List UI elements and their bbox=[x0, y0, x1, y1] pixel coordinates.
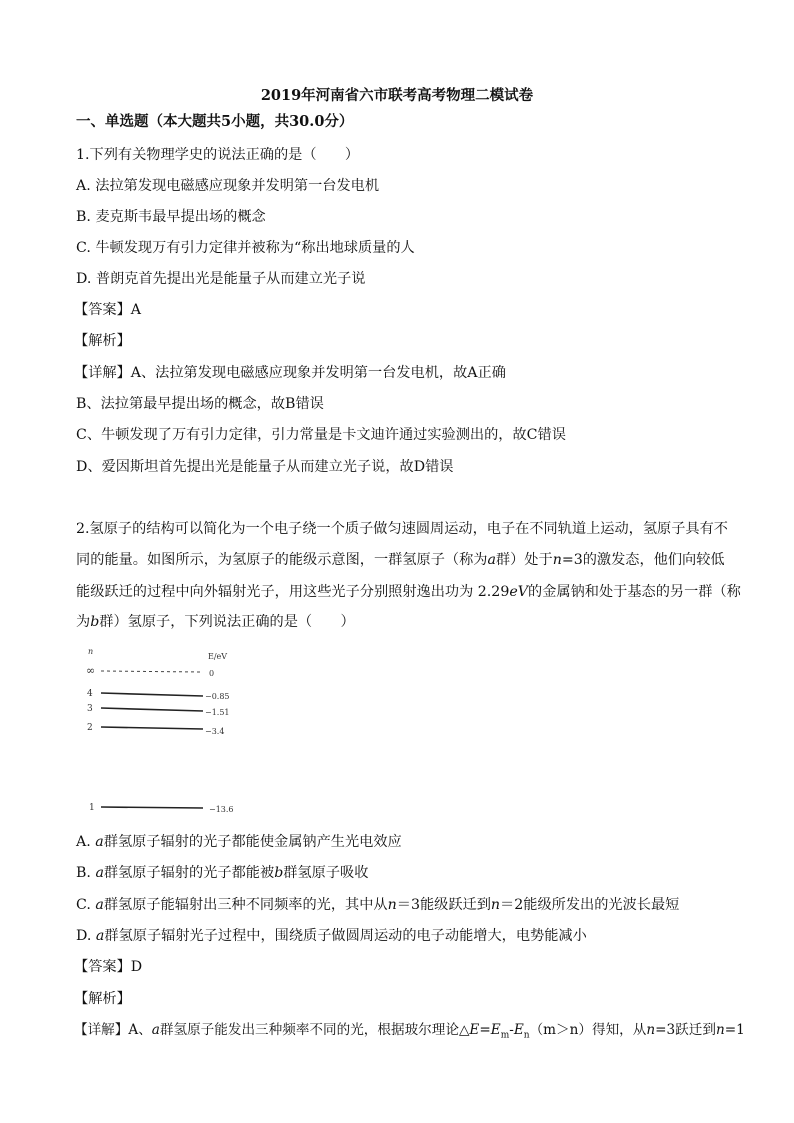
level-line-2 bbox=[101, 727, 203, 729]
q2-answer: 【答案】D bbox=[74, 959, 143, 975]
option-prefix: D. bbox=[76, 928, 92, 944]
q1-detail-1: 【详解】A、法拉第发现电磁感应现象并发明第一台发电机，故A正确 bbox=[74, 365, 506, 381]
detail-text: =3跃迁到 bbox=[655, 1022, 716, 1038]
q2-stem-text: 的金属钠和处于基态的另一群（称 bbox=[528, 584, 741, 600]
option-text: 群氢原子辐射的光子都能使金属钠产生光电效应 bbox=[103, 834, 402, 850]
option-var: n bbox=[387, 897, 397, 913]
detail-var: a bbox=[151, 1022, 160, 1038]
q2-stem-var-b: b bbox=[90, 614, 100, 630]
detail-text: = bbox=[479, 1022, 491, 1038]
detail-var: n bbox=[646, 1022, 656, 1038]
q2-stem-text: 群）处于 bbox=[495, 552, 553, 568]
q2-option-c bbox=[76, 896, 679, 914]
document-title: 2019年河南省六市联考高考物理二模试卷 bbox=[260, 87, 534, 104]
level-n-3: 3 bbox=[87, 704, 93, 714]
q2-stem-line-3 bbox=[76, 583, 741, 601]
level-e-1: −13.6 bbox=[209, 805, 234, 814]
level-e-infinity: 0 bbox=[209, 669, 215, 678]
level-n-infinity: ∞ bbox=[86, 664, 96, 677]
q2-detail-1 bbox=[74, 1021, 745, 1045]
q1-option-c: C. 牛顿发现万有引力定律并被称为“称出地球质量的人 bbox=[76, 240, 415, 256]
q2-option-b bbox=[76, 864, 368, 882]
q1-detail-4: D、爱因斯坦首先提出光是能量子从而建立光子说，故D错误 bbox=[76, 459, 454, 475]
option-text: 群氢原子辐射光子过程中，围绕质子做圆周运动的电子动能增大，电势能减小 bbox=[104, 928, 587, 944]
q2-stem-line-2 bbox=[76, 551, 725, 569]
level-e-3: −1.51 bbox=[205, 708, 230, 717]
level-e-2: −3.4 bbox=[205, 727, 225, 736]
option-text: 群氢原子辐射的光子都能被 bbox=[103, 865, 275, 881]
detail-var: E bbox=[490, 1022, 501, 1038]
option-var: a bbox=[95, 928, 105, 944]
section-heading: 一、单选题（本大题共5小题，共30.0分） bbox=[76, 113, 354, 130]
q2-stem-var-a: a bbox=[487, 552, 496, 568]
q2-analysis-heading: 【解析】 bbox=[74, 991, 131, 1007]
level-line-3 bbox=[101, 708, 203, 711]
q1-option-a: A. 法拉第发现电磁感应现象并发明第一台发电机 bbox=[76, 178, 380, 194]
q2-stem-text: 群）氢原子，下列说法正确的是（ ） bbox=[99, 614, 355, 630]
detail-text: =1 bbox=[724, 1022, 745, 1038]
q1-option-b: B. 麦克斯韦最早提出场的概念 bbox=[76, 209, 266, 225]
q1-answer: 【答案】A bbox=[74, 302, 141, 318]
q2-stem-text: 同的能量。如图所示，为氢原子的能级示意图，一群氢原子（称为 bbox=[76, 552, 488, 568]
diagram-energy-label: E/eV bbox=[208, 652, 228, 661]
detail-subscript: m bbox=[500, 1030, 510, 1041]
detail-var: n bbox=[715, 1022, 725, 1038]
q1-detail-3: C、牛顿发现了万有引力定律，引力常量是卡文迪许通过实验测出的，故C错误 bbox=[76, 427, 566, 443]
q2-stem-text: 能级跃迁的过程中向外辐射光子，用这些光子分别照射逸出功为 2.29 bbox=[76, 584, 510, 600]
option-prefix: C. bbox=[76, 897, 91, 913]
option-text: ＝3能级跃迁到 bbox=[396, 897, 491, 913]
level-line-4 bbox=[101, 693, 203, 696]
q1-stem: 1.下列有关物理学史的说法正确的是（ ） bbox=[76, 147, 360, 163]
detail-text: - bbox=[509, 1022, 514, 1038]
detail-text: 群氢原子能发出三种频率不同的光，根据玻尔理论△ bbox=[159, 1022, 470, 1038]
q1-option-d: D. 普朗克首先提出光是能量子从而建立光子说 bbox=[76, 271, 366, 287]
q2-stem-unit-ev: eV bbox=[509, 584, 529, 600]
option-text: ＝2能级所发出的光波长最短 bbox=[500, 897, 680, 913]
level-e-4: −0.85 bbox=[205, 692, 230, 701]
option-var: a bbox=[95, 897, 104, 913]
q2-option-a bbox=[76, 833, 402, 851]
q2-stem-var-n: n bbox=[552, 552, 562, 568]
q1-analysis-heading: 【解析】 bbox=[74, 333, 131, 349]
diagram-n-label: n bbox=[88, 647, 94, 656]
level-n-2: 2 bbox=[87, 723, 93, 733]
detail-var: E bbox=[469, 1022, 480, 1038]
q2-stem-line-1: 2.氢原子的结构可以简化为一个电子绕一个质子做匀速圆周运动，电子在不同轨道上运动，氢原子具有不 bbox=[76, 521, 728, 537]
option-text: 群氢原子能辐射出三种不同频率的光，其中从 bbox=[103, 897, 388, 913]
detail-text: 【详解】A、 bbox=[74, 1022, 152, 1038]
energy-level-diagram bbox=[80, 640, 250, 820]
option-prefix: A. bbox=[76, 834, 91, 850]
q1-detail-2: B、法拉第最早提出场的概念，故B错误 bbox=[76, 396, 324, 412]
q2-stem-text: 为 bbox=[76, 614, 91, 630]
q2-stem-text: =3的激发态，他们向较低 bbox=[561, 552, 725, 568]
detail-text: （m＞n）得知，从 bbox=[529, 1022, 647, 1038]
option-var: a bbox=[95, 865, 104, 881]
level-n-4: 4 bbox=[87, 689, 93, 699]
level-line-1 bbox=[101, 807, 203, 808]
level-line-infinity bbox=[101, 671, 201, 672]
option-var: n bbox=[490, 897, 501, 913]
detail-subscript: n bbox=[523, 1030, 530, 1041]
q2-option-d bbox=[76, 927, 587, 945]
option-prefix: B. bbox=[76, 865, 91, 881]
level-n-1: 1 bbox=[89, 803, 95, 813]
option-var: b bbox=[274, 865, 284, 881]
option-var: a bbox=[95, 834, 104, 850]
q2-stem-line-4 bbox=[76, 613, 355, 631]
option-text: 群氢原子吸收 bbox=[283, 865, 369, 881]
detail-var: E bbox=[513, 1022, 524, 1038]
